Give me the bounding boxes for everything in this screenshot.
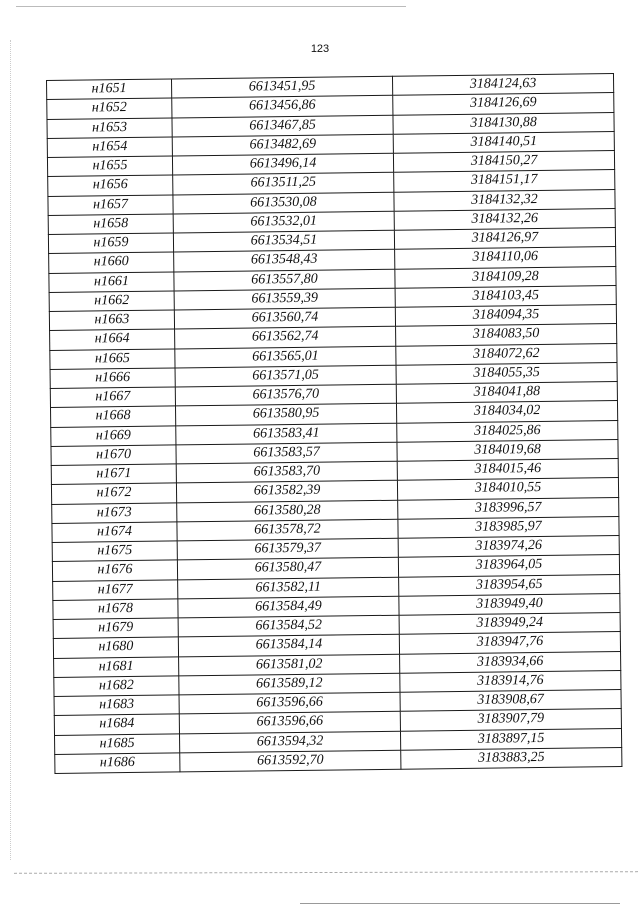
y-coordinate-cell: 3183907,79 [400,709,621,731]
point-id-cell: н1652 [47,98,172,119]
x-coordinate-cell: 6613580,95 [175,403,396,425]
y-coordinate-cell: 3184094,35 [395,305,616,327]
y-coordinate-cell: 3184083,50 [396,324,617,346]
point-id-cell: н1659 [48,233,173,254]
point-id-cell: н1682 [54,676,179,697]
y-coordinate-cell: 3183883,25 [401,747,622,769]
point-id-cell: н1653 [47,117,172,138]
point-id-cell: н1651 [47,79,172,100]
x-coordinate-cell: 6613451,95 [171,76,392,98]
point-id-cell: н1656 [48,175,173,196]
x-coordinate-cell: 6613583,57 [176,442,397,464]
y-coordinate-cell: 3184124,63 [392,74,613,96]
y-coordinate-cell: 3184150,27 [393,151,614,173]
y-coordinate-cell: 3183974,26 [398,536,619,558]
bottom-scan-rule [14,871,638,874]
y-coordinate-cell: 3184015,46 [397,459,618,481]
y-coordinate-cell: 3184130,88 [393,112,614,134]
point-id-cell: н1668 [51,406,176,427]
y-coordinate-cell: 3183985,97 [398,516,619,538]
point-id-cell: н1680 [53,637,178,658]
x-coordinate-cell: 6613583,70 [176,461,397,483]
y-coordinate-cell: 3184010,55 [397,478,618,500]
x-coordinate-cell: 6613496,14 [172,153,393,175]
x-coordinate-cell: 6613580,28 [177,500,398,522]
y-coordinate-cell: 3184041,88 [396,382,617,404]
point-id-cell: н1673 [52,502,177,523]
x-coordinate-cell: 6613548,43 [174,250,395,272]
point-id-cell: н1683 [54,695,179,716]
x-coordinate-cell: 6613582,39 [176,480,397,502]
x-coordinate-cell: 6613594,32 [179,731,400,753]
point-id-cell: н1675 [52,541,177,562]
point-id-cell: н1667 [50,387,175,408]
point-id-cell: н1666 [50,368,175,389]
point-id-cell: н1676 [52,560,177,581]
x-coordinate-cell: 6613579,37 [177,538,398,560]
x-coordinate-cell: 6613582,11 [178,577,399,599]
x-coordinate-cell: 6613571,05 [175,365,396,387]
y-coordinate-cell: 3184025,86 [397,420,618,442]
x-coordinate-cell: 6613482,69 [172,134,393,156]
x-coordinate-cell: 6613530,08 [173,192,394,214]
y-coordinate-cell: 3183964,05 [398,555,619,577]
coordinates-table-sheet [46,73,623,792]
y-coordinate-cell: 3183996,57 [398,497,619,519]
y-coordinate-cell: 3184110,06 [395,247,616,269]
x-coordinate-cell: 6613565,01 [175,346,396,368]
point-id-cell: н1660 [49,252,174,273]
point-id-cell: н1681 [54,656,179,677]
x-coordinate-cell: 6613534,51 [173,230,394,252]
y-coordinate-cell: 3184140,51 [393,131,614,153]
x-coordinate-cell: 6613580,47 [177,557,398,579]
y-coordinate-cell: 3183949,40 [399,593,620,615]
point-id-cell: н1672 [51,483,176,504]
x-coordinate-cell: 6613576,70 [175,384,396,406]
point-id-cell: н1685 [55,733,180,754]
point-id-cell: н1661 [49,271,174,292]
left-margin-rule [10,40,11,860]
y-coordinate-cell: 3183954,65 [399,574,620,596]
point-id-cell: н1678 [53,599,178,620]
x-coordinate-cell: 6613584,52 [178,615,399,637]
x-coordinate-cell: 6613584,49 [178,596,399,618]
top-scan-rule [16,6,406,7]
point-id-cell: н1665 [50,348,175,369]
y-coordinate-cell: 3184132,32 [394,189,615,211]
y-coordinate-cell: 3183914,76 [400,670,621,692]
y-coordinate-cell: 3184072,62 [396,343,617,365]
y-coordinate-cell: 3184151,17 [394,170,615,192]
y-coordinate-cell: 3183947,76 [399,632,620,654]
bottom-edge-rule [300,903,620,904]
point-id-cell: н1674 [52,522,177,543]
y-coordinate-cell: 3183949,24 [399,613,620,635]
y-coordinate-cell: 3183897,15 [400,728,621,750]
point-id-cell: н1670 [51,445,176,466]
y-coordinate-cell: 3184126,97 [394,228,615,250]
y-coordinate-cell: 3183934,66 [400,651,621,673]
x-coordinate-cell: 6613583,41 [176,423,397,445]
x-coordinate-cell: 6613467,85 [172,115,393,137]
y-coordinate-cell: 3183908,67 [400,690,621,712]
x-coordinate-cell: 6613511,25 [173,173,394,195]
y-coordinate-cell: 3184126,69 [393,93,614,115]
y-coordinate-cell: 3184055,35 [396,362,617,384]
point-id-cell: н1664 [50,329,175,350]
point-id-cell: н1655 [47,156,172,177]
x-coordinate-cell: 6613560,74 [174,307,395,329]
x-coordinate-cell: 6613581,02 [179,654,400,676]
point-id-cell: н1686 [55,753,180,774]
x-coordinate-cell: 6613584,14 [178,634,399,656]
point-id-cell: н1677 [53,579,178,600]
coordinates-table-body [47,74,622,774]
x-coordinate-cell: 6613456,86 [172,96,393,118]
x-coordinate-cell: 6613562,74 [175,326,396,348]
point-id-cell: н1657 [48,194,173,215]
y-coordinate-cell: 3184103,45 [395,285,616,307]
y-coordinate-cell: 3184034,02 [396,401,617,423]
page-number: 123 [310,43,330,55]
point-id-cell: н1662 [49,291,174,312]
x-coordinate-cell: 6613532,01 [173,211,394,233]
x-coordinate-cell: 6613596,66 [179,711,400,733]
x-coordinate-cell: 6613596,66 [179,692,400,714]
point-id-cell: н1669 [51,425,176,446]
coordinates-table [46,73,622,774]
x-coordinate-cell: 6613578,72 [177,519,398,541]
point-id-cell: н1663 [49,310,174,331]
x-coordinate-cell: 6613589,12 [179,673,400,695]
y-coordinate-cell: 3184109,28 [395,266,616,288]
y-coordinate-cell: 3184019,68 [397,439,618,461]
x-coordinate-cell: 6613559,39 [174,288,395,310]
point-id-cell: н1679 [53,618,178,639]
point-id-cell: н1684 [54,714,179,735]
y-coordinate-cell: 3184132,26 [394,208,615,230]
x-coordinate-cell: 6613557,80 [174,269,395,291]
point-id-cell: н1658 [48,214,173,235]
point-id-cell: н1654 [47,137,172,158]
point-id-cell: н1671 [51,464,176,485]
x-coordinate-cell: 6613592,70 [180,750,401,772]
